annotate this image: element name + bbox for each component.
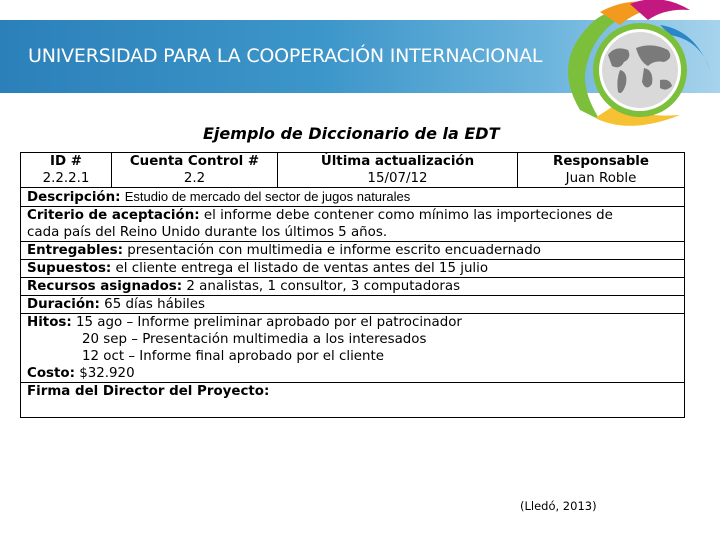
milestone-item: 12 oct – Informe final aprobado por el cliente	[82, 349, 385, 364]
criteria-value-line1: el informe debe contener como mínimo las importeciones de	[203, 208, 613, 223]
criteria-label: Criterio de aceptación:	[27, 208, 200, 223]
resources-row	[21, 278, 685, 296]
resources-value: 2 analistas, 1 consultor, 3 computadoras	[186, 279, 461, 294]
deliverables-label: Entregables:	[27, 243, 123, 258]
signature-row	[21, 383, 685, 418]
milestones-label: Hitos:	[27, 315, 72, 330]
deliverables-value: presentación con multimedia e informe escrito encuadernado	[127, 243, 541, 258]
update-cell	[278, 153, 518, 188]
globe-logo-icon	[540, 0, 720, 130]
update-value: 15/07/12	[367, 171, 428, 186]
account-value: 2.2	[183, 171, 206, 186]
cost-line	[27, 365, 678, 382]
signature-label: Firma del Director del Proyecto:	[27, 384, 270, 399]
id-cell	[21, 153, 112, 188]
milestone-item: 20 sep – Presentación multimedia a los interesados	[82, 332, 427, 347]
cost-value: $32.920	[79, 366, 135, 381]
milestone-item	[27, 314, 678, 331]
assumptions-label: Supuestos:	[27, 261, 112, 276]
banner-title: UNIVERSIDAD PARA LA COOPERACIÓN INTERNACIONAL	[28, 45, 543, 67]
header-row	[21, 153, 685, 188]
assumptions-value: el cliente entrega el listado de ventas antes del 15 julio	[115, 261, 489, 276]
assumptions-row	[21, 260, 685, 278]
description-row	[21, 188, 685, 207]
description-label: Descripción:	[27, 190, 121, 205]
cost-label: Costo:	[27, 366, 75, 381]
wbs-dictionary-table	[20, 152, 685, 418]
id-label: ID #	[50, 154, 82, 169]
duration-row	[21, 296, 685, 314]
document-title: Ejemplo de Diccionario de la EDT	[203, 124, 500, 143]
id-value: 2.2.2.1	[42, 171, 90, 186]
update-label: Última actualización	[320, 154, 475, 169]
owner-label: Responsable	[553, 154, 649, 169]
owner-cell	[518, 153, 685, 188]
owner-value: Juan Roble	[565, 171, 637, 186]
duration-value: 65 días hábiles	[104, 297, 205, 312]
milestone-text: 15 ago – Informe preliminar aprobado por el patrocinador	[76, 315, 462, 330]
duration-label: Duración:	[27, 297, 100, 312]
milestones-row	[21, 314, 685, 383]
criteria-value-line2: cada país del Reino Unido durante los últimos 5 años.	[27, 225, 388, 240]
description-value: Estudio de mercado del sector de jugos naturales	[124, 189, 411, 204]
account-cell	[112, 153, 278, 188]
citation: (Lledó, 2013)	[520, 499, 597, 513]
criteria-row	[21, 207, 685, 242]
deliverables-row	[21, 242, 685, 260]
resources-label: Recursos asignados:	[27, 279, 183, 294]
account-label: Cuenta Control #	[129, 154, 260, 169]
